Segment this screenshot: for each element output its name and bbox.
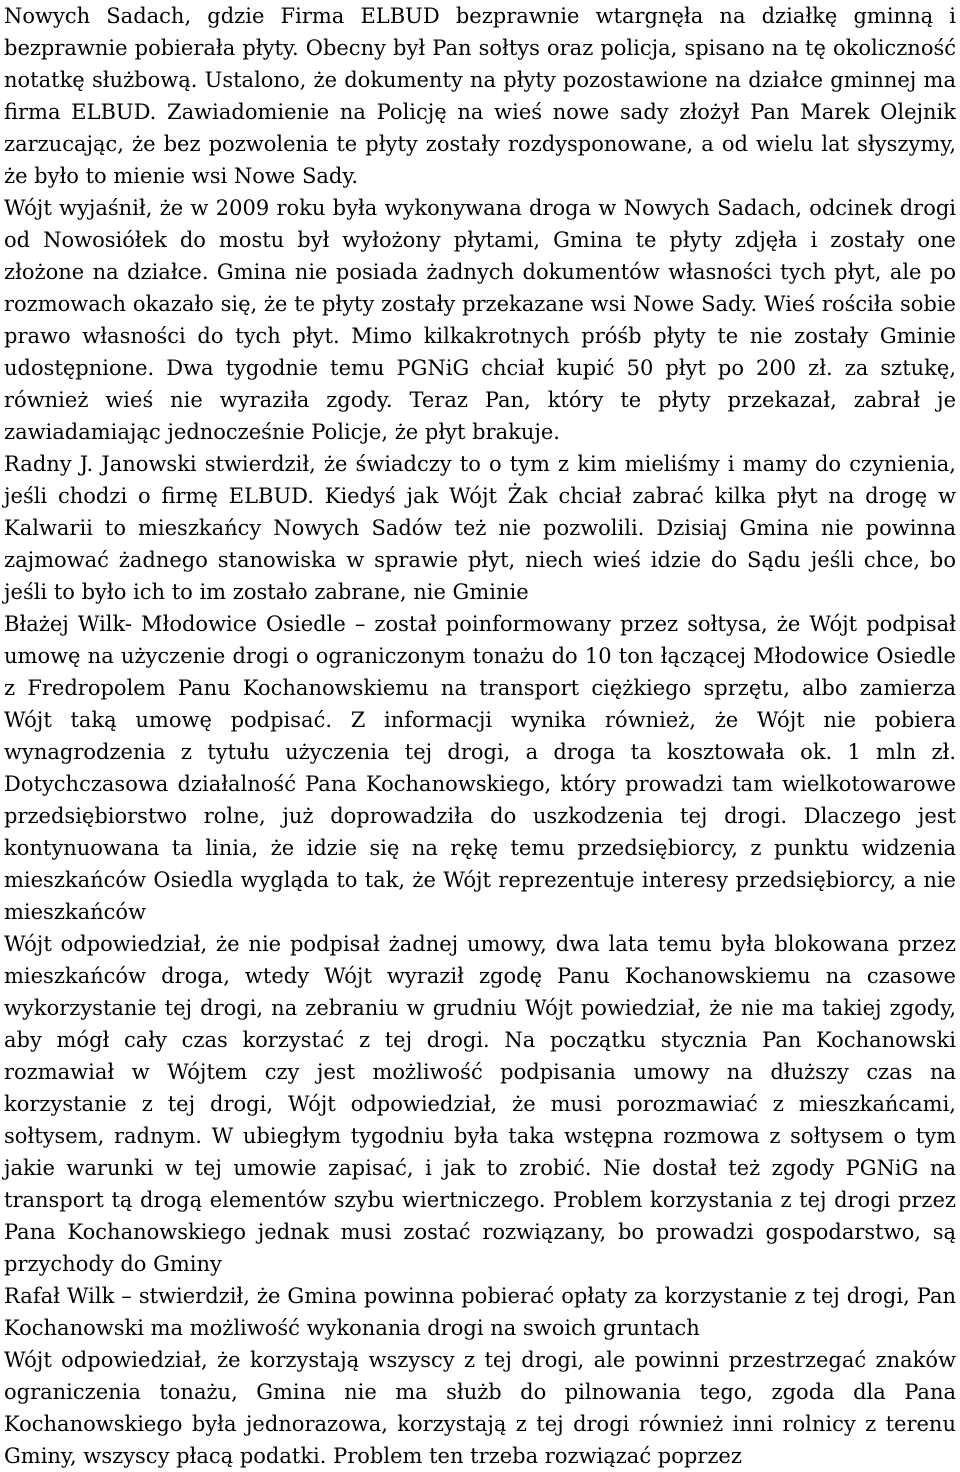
paragraph-wojt-response: Wójt odpowiedział, że nie podpisał żadnej umowy, dwa lata temu była blokowana przez mieszkańców droga, wtedy Wójt wyraził zgodę Panu Kochanowskiemu na czasowe wykorzystanie tej drogi, na zebraniu w grudniu Wójt powiedział, że nie ma takiej zgody, aby mógł cały czas korzystać z tej drogi. Na początku stycznia Pan Kochanowski rozmawiał w Wójtem czy jest możliwość podpisania umowy na dłuższy czas na korzystanie z tej drogi, Wójt odpowiedział, że musi porozmawiać z mieszkańcami, sołtysem, radnym. W ubiegłym tygodniu była taka wstępna rozmowa z sołtysem o tym jakie warunki w tej umowie zapisać, i jak to zrobić. Nie dostał też zgody PGNiG na transport tą drogą elementów szybu wiertniczego. Problem korzystania z tej drogi przez Pana Kochanowskiego jednak musi zostać rozwiązany, bo prowadzi gospodarstwo, są przychody do Gminy xyxy=(4,932,956,1276)
paragraph-radny-janowski: Radny J. Janowski stwierdził, że świadczy to o tym z kim mieliśmy i mamy do czynienia, jeśli chodzi o firmę ELBUD. Kiedyś jak Wójt Żak chciał zabrać kilka płyt na drogę w Kalwarii to mieszkańcy Nowych Sadów też nie pozwolili. Dzisiaj Gmina nie powinna zajmować żadnego stanowiska w sprawie płyt, niech wieś idzie do Sądu jeśli chce, bo jeśli to było ich to im zostało zabrane, nie Gminie xyxy=(4,452,956,604)
paragraph-elbud-plates: Nowych Sadach, gdzie Firma ELBUD bezprawnie wtargnęła na działkę gminną i bezprawnie pobierała płyty. Obecny był Pan sołtys oraz policja, spisano na tę okoliczność notatkę służbową. Ustalono, że dokumenty na płyty pozostawione na działce gminnej ma firma ELBUD. Zawiadomienie na Policję na wieś nowe sady złożył Pan Marek Olejnik zarzucając, że bez pozwolenia te płyty zostały rozdysponowane, a od wielu lat słyszymy, że było to mienie wsi Nowe Sady. xyxy=(4,4,956,188)
paragraph-blazej-wilk: Błażej Wilk- Młodowice Osiedle – został poinformowany przez sołtysa, że Wójt podpisał umowę na użyczenie drogi o ograniczonym tonażu do 10 ton łączącej Młodowice Osiedle z Fredropolem Panu Kochanowskiemu na transport ciężkiego sprzętu, albo zamierza Wójt taką umowę podpisać. Z informacji wynika również, że Wójt nie pobiera wynagrodzenia z tytułu użyczenia tej drogi, a droga ta kosztowała ok. 1 mln zł. Dotychczasowa działalność Pana Kochanowskiego, który prowadzi tam wielkotowarowe przedsiębiorstwo rolne, już doprowadziła do uszkodzenia tej drogi. Dlaczego jest kontynuowana ta linia, że idzie się na rękę temu przedsiębiorcy, z punktu widzenia mieszkańców Osiedla wygląda to tak, że Wójt reprezentuje interesy przedsiębiorcy, a nie mieszkańców xyxy=(4,612,956,924)
paragraph-rafal-wilk: Rafał Wilk – stwierdził, że Gmina powinna pobierać opłaty za korzystanie z tej drogi, Pan Kochanowski ma możliwość wykonania drogi na swoich gruntach xyxy=(4,1284,956,1340)
paragraph-wojt-final: Wójt odpowiedział, że korzystają wszyscy z tej drogi, ale powinni przestrzegać znaków ograniczenia tonażu, Gmina nie ma służb do pilnowania tego, zgoda dla Pana Kochanowskiego była jednorazowa, korzystają z tej drogi również inni rolnicy z terenu Gminy, wszyscy płacą podatki. Problem ten trzeba rozwiązać poprzez xyxy=(4,1348,956,1468)
paragraph-wojt-explanation: Wójt wyjaśnił, że w 2009 roku była wykonywana droga w Nowych Sadach, odcinek drogi od Nowosiółek do mostu był wyłożony płytami, Gmina te płyty zdjęła i zostały one złożone na działce. Gmina nie posiada żadnych dokumentów własności tych płyt, ale po rozmowach okazało się, że te płyty zostały przekazane wsi Nowe Sady. Wieś rościła sobie prawo własności do tych płyt. Mimo kilkakrotnych próśb płyty te nie zostały Gminie udostępnione. Dwa tygodnie temu PGNiG chciał kupić 50 płyt po 200 zł. za sztukę, również wieś nie wyraziła zgody. Teraz Pan, który te płyty przekazał, zabrał je zawiadamiając jednocześnie Policje, że płyt brakuje. xyxy=(4,196,956,444)
